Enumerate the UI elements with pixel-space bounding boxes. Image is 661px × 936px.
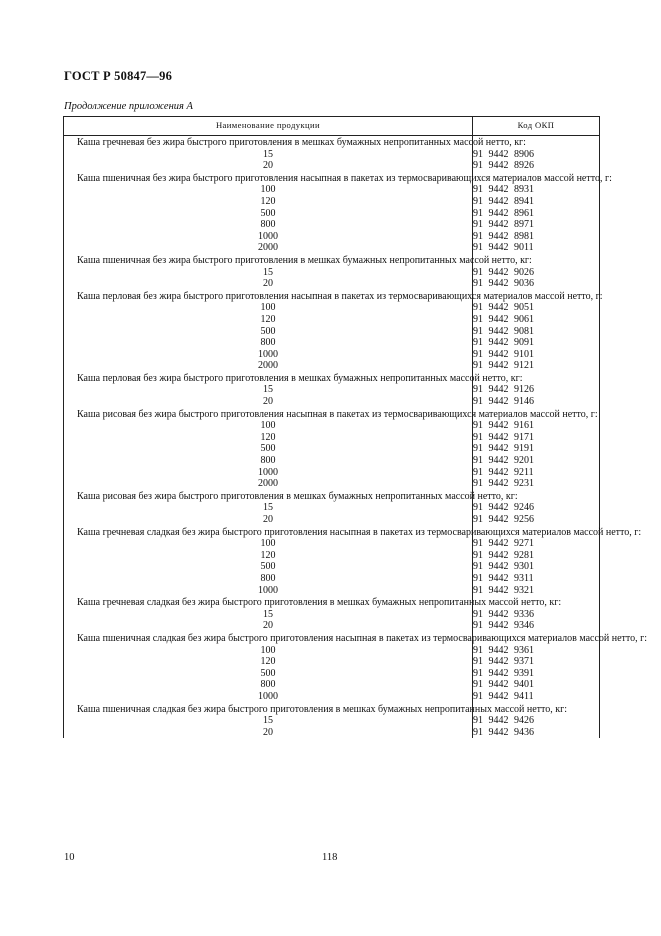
mass-value: 120 [64, 432, 473, 444]
table-row [64, 467, 600, 479]
table-row [64, 360, 600, 372]
table-row [64, 679, 600, 691]
page-number-center: 118 [322, 852, 338, 863]
table-row [64, 620, 600, 632]
okp-code: 91 9442 9171 [473, 432, 600, 444]
okp-code: 91 9442 9051 [473, 302, 600, 314]
continuation-note: Продолжение приложения А [64, 101, 193, 112]
product-group-title: Каша перловая без жира быстрого приготовления в мешках бумажных непропитанных массой нетто, кг: [64, 372, 473, 385]
table-row [64, 242, 600, 254]
table-row [64, 420, 600, 432]
mass-value: 100 [64, 538, 473, 550]
group-title-row [64, 408, 600, 421]
okp-code: 91 9442 9311 [473, 573, 600, 585]
okp-code: 91 9442 9126 [473, 384, 600, 396]
okp-code: 91 9442 9361 [473, 645, 600, 657]
column-header-code: Код ОКП [473, 117, 600, 136]
okp-code: 91 9442 9231 [473, 478, 600, 490]
group-title-row [64, 172, 600, 185]
mass-value: 20 [64, 396, 473, 408]
okp-code: 91 9442 9401 [473, 679, 600, 691]
table-row [64, 727, 600, 739]
table-row [64, 478, 600, 490]
table-row [64, 267, 600, 279]
mass-value: 20 [64, 278, 473, 290]
okp-code: 91 9442 9211 [473, 467, 600, 479]
mass-value: 15 [64, 715, 473, 727]
mass-value: 800 [64, 219, 473, 231]
table-row [64, 337, 600, 349]
mass-value: 20 [64, 160, 473, 172]
table-row [64, 160, 600, 172]
table-row [64, 231, 600, 243]
okp-table [63, 116, 648, 738]
okp-code: 91 9442 8926 [473, 160, 600, 172]
table-row [64, 384, 600, 396]
mass-value: 800 [64, 455, 473, 467]
mass-value: 800 [64, 573, 473, 585]
table-row [64, 184, 600, 196]
okp-code: 91 9442 9161 [473, 420, 600, 432]
okp-code: 91 9442 9061 [473, 314, 600, 326]
document-code: ГОСТ Р 50847—96 [64, 69, 173, 83]
table-row [64, 668, 600, 680]
group-title-row [64, 372, 600, 385]
table-row [64, 538, 600, 550]
mass-value: 500 [64, 208, 473, 220]
okp-code: 91 9442 9101 [473, 349, 600, 361]
mass-value: 2000 [64, 242, 473, 254]
table-row [64, 645, 600, 657]
mass-value: 20 [64, 620, 473, 632]
table-row [64, 208, 600, 220]
mass-value: 1000 [64, 231, 473, 243]
table-row [64, 196, 600, 208]
mass-value: 15 [64, 149, 473, 161]
mass-value: 1000 [64, 691, 473, 703]
table-row [64, 219, 600, 231]
mass-value: 20 [64, 514, 473, 526]
mass-value: 500 [64, 668, 473, 680]
table-row [64, 432, 600, 444]
mass-value: 2000 [64, 360, 473, 372]
okp-code: 91 9442 9391 [473, 668, 600, 680]
mass-value: 120 [64, 550, 473, 562]
mass-value: 120 [64, 314, 473, 326]
table-row [64, 514, 600, 526]
table-row [64, 656, 600, 668]
okp-code: 91 9442 9436 [473, 727, 600, 739]
okp-code: 91 9442 8961 [473, 208, 600, 220]
table-row [64, 302, 600, 314]
okp-code: 91 9442 8906 [473, 149, 600, 161]
mass-value: 500 [64, 443, 473, 455]
okp-code: 91 9442 9246 [473, 502, 600, 514]
okp-code: 91 9442 9011 [473, 242, 600, 254]
okp-code: 91 9442 9411 [473, 691, 600, 703]
table-row [64, 715, 600, 727]
mass-value: 15 [64, 384, 473, 396]
okp-code: 91 9442 8981 [473, 231, 600, 243]
group-title-row [64, 632, 600, 645]
mass-value: 800 [64, 337, 473, 349]
okp-code: 91 9442 9201 [473, 455, 600, 467]
okp-code: 91 9442 8931 [473, 184, 600, 196]
product-group-title: Каша гречневая без жира быстрого приготовления в мешках бумажных непропитанных массой нетто, кг: [64, 136, 473, 149]
column-header-name: Наименование продукции [64, 117, 473, 136]
table-row [64, 443, 600, 455]
mass-value: 100 [64, 302, 473, 314]
product-group-title: Каша рисовая без жира быстрого приготовления насыпная в пакетах из термосваривающихся материалов массой нетто, г: [64, 408, 473, 421]
product-group-title: Каша пшеничная без жира быстрого приготовления в мешках бумажных непропитанных массой нетто, кг: [64, 254, 473, 267]
mass-value: 100 [64, 645, 473, 657]
table-row [64, 502, 600, 514]
table-row [64, 326, 600, 338]
group-title-row [64, 596, 600, 609]
table-row [64, 149, 600, 161]
okp-code: 91 9442 9271 [473, 538, 600, 550]
okp-code: 91 9442 9256 [473, 514, 600, 526]
okp-code: 91 9442 8941 [473, 196, 600, 208]
mass-value: 100 [64, 184, 473, 196]
table-row [64, 561, 600, 573]
table-row [64, 573, 600, 585]
mass-value: 2000 [64, 478, 473, 490]
table-row [64, 691, 600, 703]
table-row [64, 349, 600, 361]
mass-value: 20 [64, 727, 473, 739]
okp-code: 91 9442 9281 [473, 550, 600, 562]
product-group-title: Каша гречневая сладкая без жира быстрого приготовления насыпная в пакетах из термосваривающихся материалов массой нетто, г: [64, 526, 473, 539]
mass-value: 15 [64, 502, 473, 514]
okp-code: 91 9442 9346 [473, 620, 600, 632]
okp-code: 91 9442 8971 [473, 219, 600, 231]
okp-code: 91 9442 9091 [473, 337, 600, 349]
group-title-row [64, 136, 600, 149]
mass-value: 500 [64, 326, 473, 338]
table-row [64, 585, 600, 597]
mass-value: 100 [64, 420, 473, 432]
okp-code: 91 9442 9026 [473, 267, 600, 279]
mass-value: 800 [64, 679, 473, 691]
okp-code: 91 9442 9081 [473, 326, 600, 338]
page-number-left: 10 [64, 852, 75, 863]
mass-value: 15 [64, 267, 473, 279]
okp-code: 91 9442 9321 [473, 585, 600, 597]
okp-code: 91 9442 9371 [473, 656, 600, 668]
table-row [64, 455, 600, 467]
product-group-title: Каша пшеничная сладкая без жира быстрого приготовления насыпная в пакетах из термосваривающихся материалов массой нетто, г: [64, 632, 473, 645]
product-group-title: Каша пшеничная без жира быстрого приготовления насыпная в пакетах из термосваривающихся материалов массой нетто, г: [64, 172, 473, 185]
okp-code: 91 9442 9121 [473, 360, 600, 372]
table-row [64, 609, 600, 621]
okp-code: 91 9442 9426 [473, 715, 600, 727]
table-row [64, 396, 600, 408]
okp-code: 91 9442 9036 [473, 278, 600, 290]
mass-value: 1000 [64, 467, 473, 479]
group-title-row [64, 703, 600, 716]
table-row [64, 550, 600, 562]
group-title-row [64, 490, 600, 503]
mass-value: 15 [64, 609, 473, 621]
okp-code: 91 9442 9301 [473, 561, 600, 573]
group-title-row [64, 526, 600, 539]
mass-value: 120 [64, 656, 473, 668]
mass-value: 1000 [64, 585, 473, 597]
okp-code: 91 9442 9336 [473, 609, 600, 621]
mass-value: 1000 [64, 349, 473, 361]
mass-value: 120 [64, 196, 473, 208]
product-group-title: Каша рисовая без жира быстрого приготовления в мешках бумажных непропитанных массой нетто, кг: [64, 490, 473, 503]
group-title-row [64, 254, 600, 267]
mass-value: 500 [64, 561, 473, 573]
product-group-title: Каша гречневая сладкая без жира быстрого приготовления в мешках бумажных непропитанных массой нетто, кг: [64, 596, 473, 609]
group-title-row [64, 290, 600, 303]
table-row [64, 278, 600, 290]
table-header-row [64, 117, 600, 136]
table-row [64, 314, 600, 326]
product-group-title: Каша перловая без жира быстрого приготовления насыпная в пакетах из термосваривающихся материалов массой нетто, г: [64, 290, 473, 303]
okp-code: 91 9442 9191 [473, 443, 600, 455]
okp-code: 91 9442 9146 [473, 396, 600, 408]
table-body [64, 136, 648, 739]
product-group-title: Каша пшеничная сладкая без жира быстрого приготовления в мешках бумажных непропитанных массой нетто, кг: [64, 703, 473, 716]
